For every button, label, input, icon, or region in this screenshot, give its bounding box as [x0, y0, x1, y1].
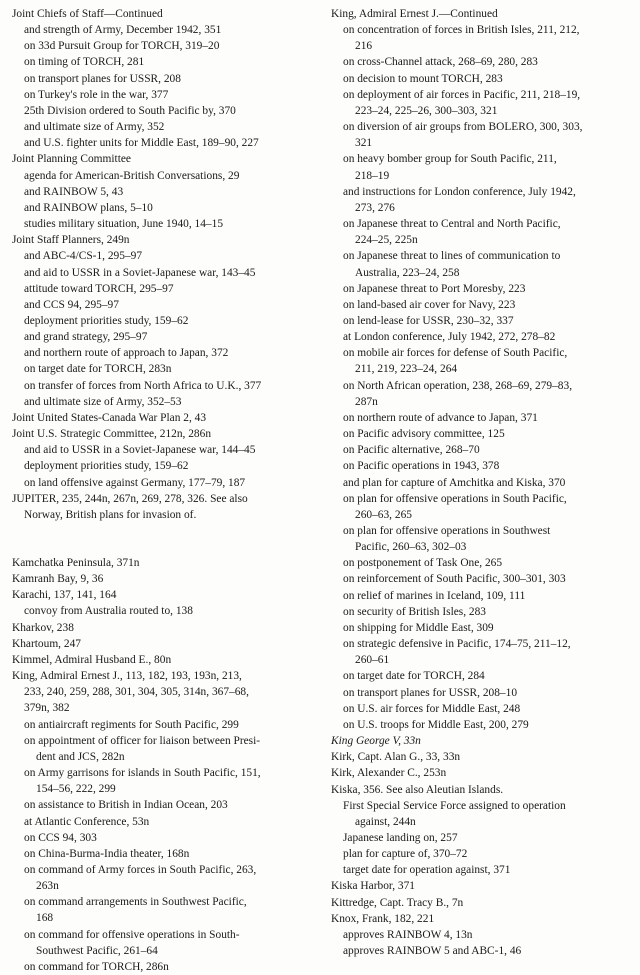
index-subentry: attitude toward TORCH, 295–97 [24, 282, 174, 295]
index-entry: Karachi, 137, 141, 164 [12, 589, 117, 602]
index-subentry: on U.S. air forces for Middle East, 248 [343, 702, 521, 715]
index-entry: JUPITER, 235, 244n, 267n, 269, 278, 326. See also [12, 492, 248, 505]
index-subentry: on CCS 94, 303 [24, 831, 97, 844]
index-subentry: approves RAINBOW 4, 13n [343, 928, 473, 941]
index-subentry: deployment priorities study, 159–62 [24, 460, 189, 473]
index-subentry: 233, 240, 259, 288, 301, 304, 305, 314n, 367–68, [24, 686, 249, 699]
index-subentry: on heavy bomber group for South Pacific, 211, [343, 153, 557, 166]
index-subentry: 224–25, 225n [355, 234, 418, 247]
index-subentry: on transfer of forces from North Africa to U.K., 377 [24, 379, 262, 392]
index-subentry: on relief of marines in Iceland, 109, 111 [343, 589, 526, 602]
index-subentry: and instructions for London conference, July 1942, [343, 185, 576, 198]
index-entry: Kiska Harbor, 371 [331, 880, 416, 893]
index-subentry: on land-based air cover for Navy, 223 [343, 298, 516, 311]
index-subentry: on timing of TORCH, 281 [24, 56, 145, 69]
index-subentry: and ultimate size of Army, 352 [24, 121, 165, 134]
index-subentry: on lend-lease for USSR, 230–32, 337 [343, 314, 514, 327]
index-subentry: convoy from Australia routed to, 138 [24, 605, 193, 618]
index-subentry: and ABC-4/CS-1, 295–97 [24, 250, 143, 263]
index-subentry: and grand strategy, 295–97 [24, 331, 148, 344]
index-subentry: at London conference, July 1942, 272, 278–82 [343, 331, 556, 344]
index-subentry: First Special Service Force assigned to operation [343, 799, 566, 812]
index-subentry: on Pacific operations in 1943, 378 [343, 460, 500, 473]
index-subentry: and RAINBOW plans, 5–10 [24, 201, 153, 214]
index-entry: King, Admiral Ernest J.—Continued [331, 8, 498, 20]
index-subentry: on plan for offensive operations in Southwest [343, 525, 551, 537]
index-left-column [12, 6, 312, 975]
index-subentry: on command for offensive operations in South- [24, 928, 240, 941]
index-entry: Joint Planning Committee [12, 153, 131, 166]
index-subentry: on diversion of air groups from BOLERO, 300, 303, [343, 121, 583, 134]
index-subentry: Japanese landing on, 257 [343, 831, 458, 844]
index-subentry: on Turkey's role in the war, 377 [24, 88, 169, 101]
index-subentry: and northern route of approach to Japan, 372 [24, 347, 229, 360]
index-subentry: on plan for offensive operations in South Pacific, [343, 492, 567, 505]
index-subentry: and ultimate size of Army, 352–53 [24, 395, 182, 408]
index-subentry: 379n, 382 [24, 702, 70, 715]
index-subentry: and strength of Army, December 1942, 351 [24, 24, 222, 37]
index-subentry: on U.S. troops for Middle East, 200, 279 [343, 718, 529, 731]
index-entry: Kittredge, Capt. Tracy B., 7n [331, 896, 464, 909]
index-subentry: Pacific, 260–63, 302–03 [355, 541, 467, 554]
index-subentry: on shipping for Middle East, 309 [343, 621, 494, 634]
index-subentry: 273, 276 [355, 201, 395, 214]
index-subentry: studies military situation, June 1940, 14–15 [24, 218, 224, 231]
index-subentry: on target date for TORCH, 283n [24, 363, 172, 376]
index-subentry: on North African operation, 238, 268–69, 279–83, [343, 379, 573, 392]
index-subentry: on strategic defensive in Pacific, 174–75, 211–12, [343, 638, 571, 651]
index-entry: Kiska, 356. See also Aleutian Islands. [331, 783, 504, 796]
index-subentry: on cross-Channel attack, 268–69, 280, 283 [343, 56, 538, 69]
index-subentry: plan for capture of, 370–72 [343, 848, 468, 861]
index-subentry: on command arrangements in Southwest Pacific, [24, 896, 247, 909]
index-subentry: and plan for capture of Amchitka and Kiska, 370 [343, 476, 566, 489]
index-subentry: on decision to mount TORCH, 283 [343, 72, 503, 85]
index-subentry: 223–24, 225–26, 300–303, 321 [355, 104, 498, 117]
index-subentry: 321 [355, 137, 373, 150]
index-entry: Kharkov, 238 [12, 621, 74, 634]
index-gap [12, 539, 312, 555]
index-subentry: Southwest Pacific, 261–64 [36, 944, 158, 957]
index-subentry: on concentration of forces in British Isles, 211, 212, [343, 24, 580, 37]
index-subentry: target date for operation against, 371 [343, 864, 511, 877]
index-subentry: on transport planes for USSR, 208 [24, 72, 181, 85]
index-subentry: on northern route of advance to Japan, 371 [343, 411, 538, 424]
index-subentry: 154–56, 222, 299 [36, 783, 116, 796]
index-subentry: on China-Burma-India theater, 168n [24, 847, 190, 860]
index-subentry: on land offensive against Germany, 177–79, 187 [24, 476, 246, 489]
index-subentry: on appointment of officer for liaison between Presi- [24, 734, 261, 747]
index-entry: Kamranh Bay, 9, 36 [12, 573, 104, 586]
index-subentry: on Japanese threat to lines of communication to [343, 250, 561, 263]
index-subentry: on Pacific advisory committee, 125 [343, 428, 505, 441]
index-subentry: dent and JCS, 282n [36, 750, 125, 763]
index-subentry: on 33d Pursuit Group for TORCH, 319–20 [24, 40, 220, 53]
index-subentry: on Japanese threat to Port Moresby, 223 [343, 282, 526, 295]
index-subentry: approves RAINBOW 5 and ABC-1, 46 [343, 945, 522, 958]
index-entry: Kirk, Alexander C., 253n [331, 767, 447, 780]
index-entry: Joint United States-Canada War Plan 2, 43 [12, 411, 207, 424]
index-subentry: and aid to USSR in a Soviet-Japanese war, 143–45 [24, 266, 256, 279]
index-subentry: on Pacific alternative, 268–70 [343, 444, 480, 457]
index-entry: Joint U.S. Strategic Committee, 212n, 286n [12, 428, 212, 441]
index-subentry: agenda for American-British Conversations, 29 [24, 169, 240, 182]
index-subentry: on mobile air forces for defense of South Pacific, [343, 347, 568, 360]
index-entry: Joint Chiefs of Staff—Continued [12, 8, 163, 20]
index-entry: Kimmel, Admiral Husband E., 80n [12, 653, 172, 666]
index-subentry: on command of Army forces in South Pacific, 263, [24, 863, 257, 876]
index-subentry: 25th Division ordered to South Pacific by, 370 [24, 104, 236, 117]
index-subentry: 287n [355, 395, 378, 408]
index-subentry: 263n [36, 880, 59, 893]
index-subentry: on target date for TORCH, 284 [343, 670, 485, 683]
index-subentry: on security of British Isles, 283 [343, 605, 487, 618]
index-entry: King George V, 33n [331, 735, 421, 748]
index-subentry: at Atlantic Conference, 53n [24, 815, 150, 828]
index-subentry: 216 [355, 40, 373, 53]
index-entry: Kamchatka Peninsula, 371n [12, 557, 140, 569]
index-subentry: on deployment of air forces in Pacific, 211, 218–19, [343, 88, 581, 101]
index-entry: King, Admiral Ernest J., 113, 182, 193, 193n, 213, [12, 670, 242, 683]
index-subentry: Norway, British plans for invasion of. [24, 508, 197, 521]
index-entry: Joint Staff Planners, 249n [12, 234, 130, 247]
index-subentry: on Army garrisons for islands in South Pacific, 151, [24, 767, 261, 780]
index-subentry: deployment priorities study, 159–62 [24, 314, 189, 327]
index-subentry: 260–63, 265 [355, 508, 412, 521]
index-subentry: on postponement of Task One, 265 [343, 557, 503, 570]
index-entry: Knox, Frank, 182, 221 [331, 912, 435, 925]
index-subentry: on Japanese threat to Central and North Pacific, [343, 218, 561, 231]
index-subentry: and CCS 94, 295–97 [24, 298, 119, 311]
index-subentry: on command for TORCH, 286n [24, 960, 169, 973]
index-subentry: 260–61 [355, 654, 390, 667]
index-gap [12, 523, 312, 539]
index-subentry: 211, 219, 223–24, 264 [355, 363, 458, 376]
index-subentry: 218–19 [355, 169, 390, 182]
index-subentry: on reinforcement of South Pacific, 300–301, 303 [343, 573, 566, 586]
index-subentry: 168 [36, 912, 54, 925]
index-entry: Kirk, Capt. Alan G., 33, 33n [331, 751, 461, 764]
index-subentry: on transport planes for USSR, 208–10 [343, 686, 518, 699]
index-right-column [331, 6, 631, 959]
index-subentry: on antiaircraft regiments for South Pacific, 299 [24, 718, 239, 731]
index-subentry: and RAINBOW 5, 43 [24, 185, 124, 198]
index-subentry: on assistance to British in Indian Ocean, 203 [24, 799, 228, 812]
index-entry: Khartoum, 247 [12, 637, 81, 650]
index-subentry: Australia, 223–24, 258 [355, 266, 460, 279]
index-subentry: and aid to USSR in a Soviet-Japanese war, 144–45 [24, 444, 256, 457]
index-subentry: against, 244n [355, 815, 416, 828]
index-subentry: and U.S. fighter units for Middle East, 189–90, 227 [24, 137, 259, 150]
